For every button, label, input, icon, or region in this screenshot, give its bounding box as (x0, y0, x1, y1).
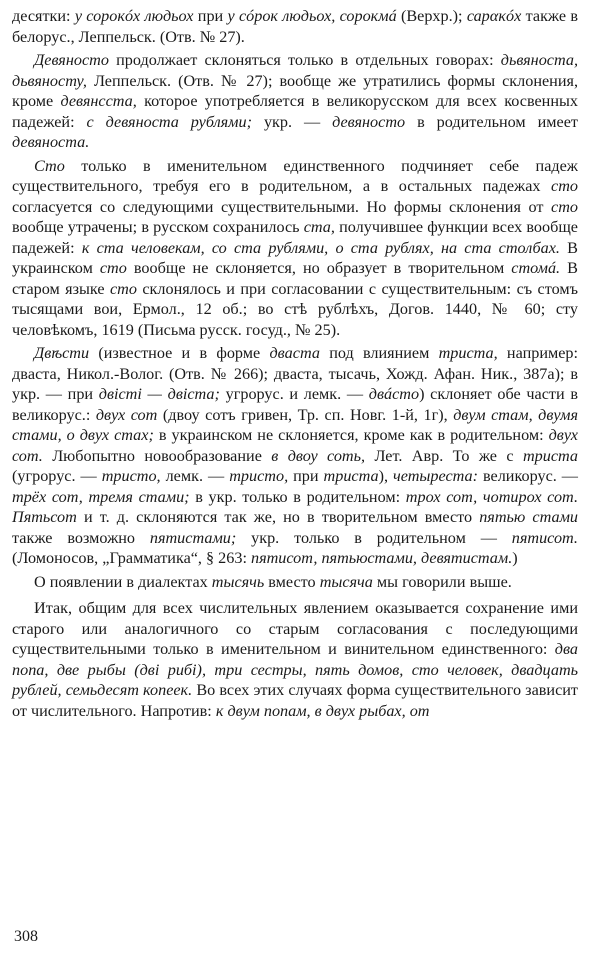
italic-text: у сóрок людьох, сорокмá (227, 7, 397, 25)
italic-text: сто (551, 197, 578, 216)
italic-text: двух сот. (12, 426, 578, 465)
italic-text: сарακóх (466, 7, 522, 25)
italic-text: триста (522, 446, 578, 465)
italic-text: в двоу соть, (271, 446, 366, 465)
italic-text: у сорокóх людьох (74, 7, 194, 25)
italic-text: трёх сот, тремя стами; (12, 487, 190, 506)
text-segment: вместо (264, 572, 320, 591)
italic-text: стомá. (511, 259, 561, 277)
page-number: 308 (14, 928, 38, 945)
text-segment: В старом языке (12, 259, 578, 298)
italic-text: двух сот (95, 405, 158, 424)
text-segment: В украинском (12, 238, 578, 277)
italic-text: пятью стами (479, 508, 578, 526)
text-segment: продолжает склоняться только в отдельных говорах: (108, 51, 501, 69)
text-segment: только в именительном единственного подчиняет себе падеж существительного, требуя его в родительном, а в остальных падежах (12, 156, 578, 195)
paragraph (12, 156, 578, 341)
italic-text: двaста (269, 344, 320, 362)
text-segment: вообще не склоняется, но образует в творительном (126, 259, 512, 277)
paragraph (12, 6, 578, 47)
italic-text: пятистами; (149, 528, 237, 547)
italic-text: Двѣсти (34, 344, 90, 362)
italic-text: тристо, (101, 467, 161, 485)
text-segment: укр. — (252, 112, 333, 131)
italic-text: двáсто (368, 385, 420, 403)
text-segment: (Ломоносов, „Грамматика“, § 263: (12, 549, 251, 567)
text-segment: великорус. — (478, 467, 578, 485)
italic-text: девянсста, (60, 92, 137, 110)
italic-text: сто (551, 177, 578, 195)
italic-text: пятисот, пятьюстами, девятистам. (251, 549, 513, 567)
text-segment: согласуется со следующими существительными. Но формы склонения от (12, 197, 552, 216)
text-segment: Любопытно новообразование (42, 446, 272, 465)
text-segment: ) (512, 549, 518, 567)
text-segment: в укр. только в родительном: (189, 487, 406, 506)
text-segment: Леппельск. (Отв. № 27); вообще же утратились формы склонения, кроме (12, 71, 578, 110)
text-segment: которое употребляется в великорусском для всех косвенных падежей: (12, 92, 578, 131)
italic-text: сто (99, 259, 127, 277)
italic-text: к ста человекам, со ста рублями, о ста рублях, на ста столбах. (81, 238, 560, 257)
text-segment: укр. только в родительном — (236, 528, 512, 547)
italic-text: дьвяноста, дьвяносту, (12, 51, 578, 90)
italic-text: два попа, две рыбы (двi рибi), три сестры, пять домов, сто человек, двадцать рублей, семьдесят копеек. (12, 640, 578, 699)
italic-text: триста, (438, 344, 498, 362)
italic-text: тристо, (229, 467, 289, 485)
italic-text: трох сот, чотирох сот. Пятьсот (12, 487, 578, 526)
text-segment: например: двaста, Никол.-Волог. (Отв. № 266); двaста, тысачь, Хожд. Афан. Ник., 387а); в укр. — при (12, 344, 579, 403)
text-segment: лемк. — (160, 467, 230, 485)
paragraph (12, 343, 578, 569)
text-segment: при (288, 467, 324, 485)
italic-text: пятисот. (511, 528, 578, 547)
text-segment: также в белорус., Леппельск. (Отв. № 27). (12, 7, 579, 46)
text-segment: (угрорус. — (12, 467, 102, 485)
paragraph (12, 50, 578, 153)
text-segment: склонялось и при согласовании с существительным: съ стомъ тысящами вои, Ермол., 12 об.; во стѣ рублѣхъ, Догов. 1440, № 60; сту человѣкомъ, 1619 (Письма русск. госуд., № 25). (12, 279, 578, 339)
italic-text: с девяноста рублями; (86, 112, 252, 131)
text-segment: десятки: (12, 7, 75, 25)
italic-text: четыреста: (393, 467, 478, 485)
text-segment: также возможно (12, 528, 150, 547)
italic-text: двум стам, двумя стами, о двух стах; (12, 405, 578, 444)
text-segment: угрорус. и лемк. — (219, 385, 369, 403)
paragraph (12, 572, 578, 593)
italic-text: ста, (303, 218, 335, 236)
text-segment: О появлении в диалектах (34, 572, 212, 591)
italic-text: сто (109, 279, 137, 298)
text-segment: (двоу сотъ гривен, Тр. сп. Новг. 1-й, 1г), (157, 405, 454, 424)
text-segment: мы говорили выше. (372, 572, 512, 591)
italic-text: Сто (34, 156, 65, 175)
italic-text: Девяносто (34, 51, 109, 69)
text-segment: в родительном имеет (405, 112, 578, 131)
text-segment: в украинском не склоняется, кроме как в родительном: (153, 426, 549, 444)
text-segment: Лет. Авр. То же с (365, 446, 523, 465)
italic-text: триста (323, 467, 379, 485)
paragraph (12, 598, 578, 721)
italic-text: тысяча (319, 572, 373, 591)
text-segment: ), (378, 467, 394, 485)
text-segment: Во всех этих случаях форма существительного зависит от числительного. Напротив: (12, 681, 578, 720)
italic-text: девяноста. (12, 133, 90, 151)
text-segment: вообще утрачены; в русском сохранилось (12, 218, 304, 236)
text-segment: Итак, общим для всех числительных явлением оказывается сохранение ими старого или аналогичного со старым согласования с последующими существительными только в именительном и винительном единственного: (12, 599, 578, 658)
italic-text: двiстi — двiста; (98, 385, 220, 403)
text-segment: (известное и в форме (89, 344, 270, 362)
text-segment: под влиянием (319, 344, 439, 362)
text-segment: при (193, 7, 228, 25)
italic-text: девяносто (332, 112, 406, 131)
italic-text: тысячь (211, 572, 265, 591)
text-segment: получившее функции всех вообще падежей: (12, 218, 578, 257)
text-segment: ) склоняет обе части в великорус.: (12, 385, 578, 424)
text-segment: и т. д. склоняются так же, но в творительном вместо (76, 508, 480, 526)
text-segment: (Верхр.); (396, 7, 467, 25)
italic-text: к двум попам, в двух рыбах, от (215, 701, 430, 720)
